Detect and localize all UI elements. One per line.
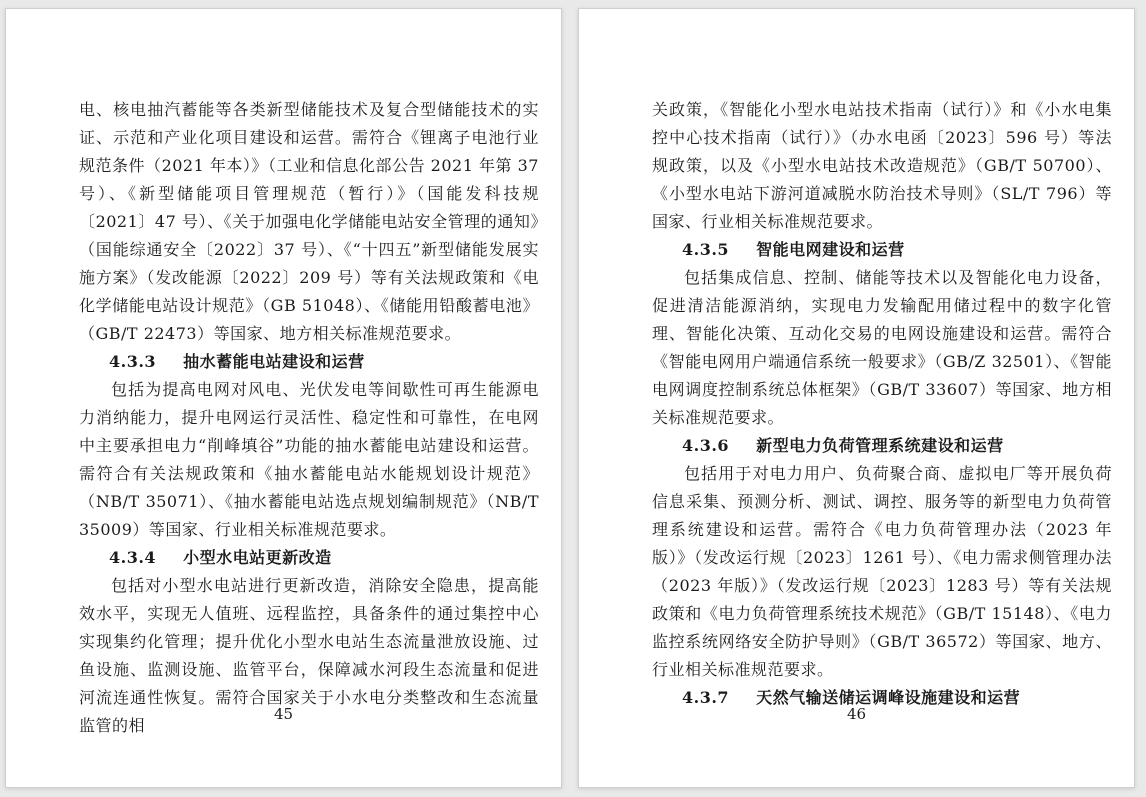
body-paragraph: 电、核电抽汽蓄能等各类新型储能技术及复合型储能技术的实证、示范和产业化项目建设和运营。需符合《锂离子电池行业规范条件（2021 年本）》（工业和信息化部公告 2021 年第 37 号）、《新型储能项目管理规范（暂行）》（国能发科技规〔2021〕47 号）、《关于加强电化学储能电站安全管理的通知》（国能综通安全〔2022〕37 号）、《“十四五”新型储能发展实施方案》（发改能源〔2022〕209 号）等有关法规政策和《电化学储能电站设计规范》（GB 51048）、《储能用铅酸蓄电池》（GB/T 22473）等国家、地方相关标准规范要求。: [79, 100, 539, 343]
section-heading-4-3-3: [79, 348, 539, 376]
section-heading-4-3-4: [79, 544, 539, 572]
section-number: 4.3.6: [682, 436, 730, 455]
section-title: 新型电力负荷管理系统建设和运营: [756, 436, 1004, 455]
section-title: 抽水蓄能电站建设和运营: [183, 352, 365, 371]
page-46-content: [579, 9, 1134, 712]
section-title: 智能电网建设和运营: [756, 240, 905, 259]
body-paragraph: 包括对小型水电站进行更新改造，消除安全隐患，提高能效水平，实现无人值班、远程监控，具备条件的通过集控中心实现集约化管理；提升优化小型水电站生态流量泄放设施、过鱼设施、监测设施、监管平台，保障减水河段生态流量和促进河流连通性恢复。需符合国家关于小水电分类整改和生态流量监管的相: [79, 576, 539, 735]
section-number: 4.3.5: [682, 240, 730, 259]
body-paragraph: 包括为提高电网对风电、光伏发电等间歇性可再生能源电力消纳能力，提升电网运行灵活性、稳定性和可靠性，在电网中主要承担电力“削峰填谷”功能的抽水蓄能电站建设和运营。需符合有关法规政策和《抽水蓄能电站水能规划设计规范》（NB/T 35071）、《抽水蓄能电站选点规划编制规范》（NB/T 35009）等国家、行业相关标准规范要求。: [79, 380, 539, 539]
section-heading-4-3-5: [652, 236, 1112, 264]
section-heading-4-3-6: [652, 432, 1112, 460]
section-title: 小型水电站更新改造: [183, 548, 332, 567]
document-page-46: [578, 8, 1135, 788]
page-number-45: 45: [273, 705, 294, 723]
page-45-content: [6, 9, 561, 740]
section-title: 天然气输送储运调峰设施建设和运营: [756, 688, 1021, 707]
body-paragraph: 包括集成信息、控制、储能等技术以及智能化电力设备，促进清洁能源消纳，实现电力发输配用储过程中的数字化管理、智能化决策、互动化交易的电网设施建设和运营。需符合《智能电网用户端通信系统一般要求》（GB/Z 32501）、《智能电网调度控制系统总体框架》（GB/T 33607）等国家、地方相关标准规范要求。: [652, 268, 1112, 427]
section-number: 4.3.4: [109, 548, 157, 567]
section-number: 4.3.3: [109, 352, 157, 371]
body-paragraph: 关政策，《智能化小型水电站技术指南（试行）》和《小水电集控中心技术指南（试行）》（办水电函〔2023〕596 号）等法规政策，以及《小型水电站技术改造规范》（GB/T 50700）、《小型水电站下游河道减脱水防治技术导则》（SL/T 796）等国家、行业相关标准规范要求。: [652, 100, 1112, 231]
document-page-45: [5, 8, 562, 788]
section-number: 4.3.7: [682, 688, 730, 707]
body-paragraph: 包括用于对电力用户、负荷聚合商、虚拟电厂等开展负荷信息采集、预测分析、测试、调控、服务等的新型电力负荷管理系统建设和运营。需符合《电力负荷管理办法（2023 年版）》（发改运行规〔2023〕1261 号）、《电力需求侧管理办法（2023 年版）》（发改运行规〔2023〕1283 号）等有关法规政策和《电力负荷管理系统技术规范》（GB/T 15148）、《电力监控系统网络安全防护导则》（GB/T 36572）等国家、地方、行业相关标准规范要求。: [652, 464, 1112, 679]
page-number-46: 46: [846, 705, 867, 723]
